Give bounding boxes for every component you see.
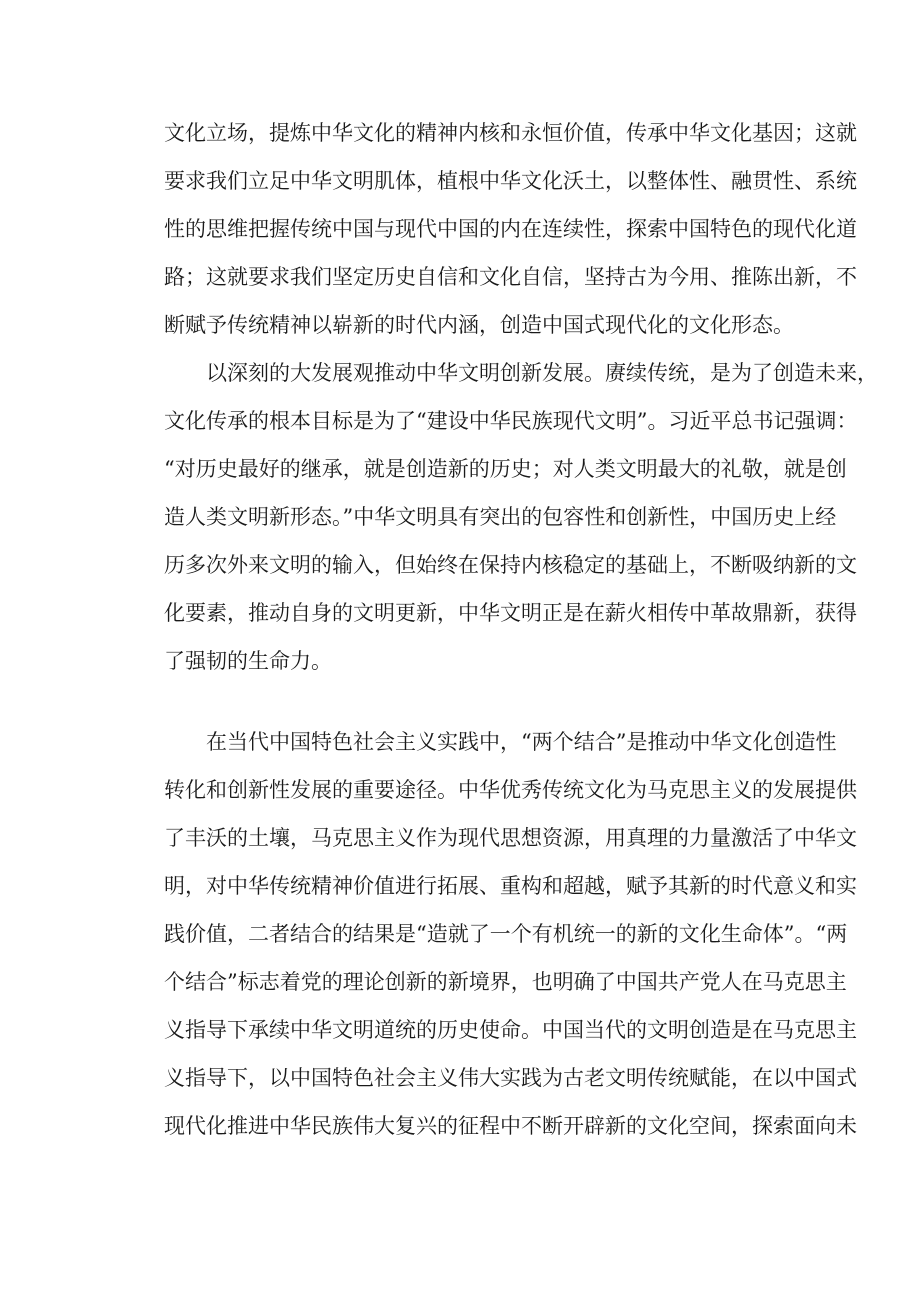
paragraph-line: 化要素，推动自身的文明更新，中华文明正是在薪火相传中革故鼎新，获得 bbox=[164, 601, 857, 625]
paragraph-line: 文化立场，提炼中华文化的精神内核和永恒价值，传承中华文化基因；这就 bbox=[164, 121, 857, 145]
paragraph-line: 义指导下承续中华文明道统的历史使命。中国当代的文明创造是在马克思主 bbox=[164, 1018, 857, 1042]
paragraph-line: 路；这就要求我们坚定历史自信和文化自信，坚持古为今用、推陈出新，不 bbox=[164, 265, 857, 289]
paragraph-line: 以深刻的大发展观推动中华文明创新发展。赓续传统，是为了创造未来， bbox=[206, 361, 878, 385]
paragraph-line: 造人类文明新形态。”中华文明具有突出的包容性和创新性，中国历史上经 bbox=[164, 505, 837, 529]
paragraph-line: 义指导下，以中国特色社会主义伟大实践为古老文明传统赋能，在以中国式 bbox=[164, 1066, 857, 1090]
paragraph-line: 文化传承的根本目标是为了“建设中华民族现代文明”。习近平总书记强调： bbox=[164, 409, 858, 433]
paragraph-line: 践价值，二者结合的结果是“造就了一个有机统一的新的文化生命体”。“两 bbox=[164, 922, 848, 946]
paragraph-line: 性的思维把握传统中国与现代中国的内在连续性，探索中国特色的现代化道 bbox=[164, 217, 857, 241]
paragraph-line: 转化和创新性发展的重要途径。中华优秀传统文化为马克思主义的发展提供 bbox=[164, 778, 857, 802]
paragraph-line: 历多次外来文明的输入，但始终在保持内核稳定的基础上，不断吸纳新的文 bbox=[164, 553, 857, 577]
paragraph-line: 要求我们立足中华文明肌体，植根中华文化沃土，以整体性、融贯性、系统 bbox=[164, 169, 857, 193]
paragraph-line: 在当代中国特色社会主义实践中，“两个结合”是推动中华文化创造性 bbox=[206, 730, 837, 754]
paragraph-line: 断赋予传统精神以崭新的时代内涵，创造中国式现代化的文化形态。 bbox=[164, 313, 794, 337]
paragraph-line: 个结合”标志着党的理论创新的新境界，也明确了中国共产党人在马克思主 bbox=[164, 970, 847, 994]
paragraph-line: “对历史最好的继承，就是创造新的历史；对人类文明最大的礼敬，就是创 bbox=[164, 457, 847, 481]
paragraph-line: 现代化推进中华民族伟大复兴的征程中不断开辟新的文化空间，探索面向未 bbox=[164, 1114, 857, 1138]
paragraph-3 bbox=[164, 718, 857, 1150]
paragraph-line: 明，对中华传统精神价值进行拓展、重构和超越，赋予其新的时代意义和实 bbox=[164, 874, 857, 898]
paragraph-1 bbox=[164, 109, 857, 349]
paragraph-2 bbox=[164, 349, 878, 685]
paragraph-line: 了强韧的生命力。 bbox=[164, 649, 332, 673]
paragraph-line: 了丰沃的土壤，马克思主义作为现代思想资源，用真理的力量激活了中华文 bbox=[164, 826, 857, 850]
